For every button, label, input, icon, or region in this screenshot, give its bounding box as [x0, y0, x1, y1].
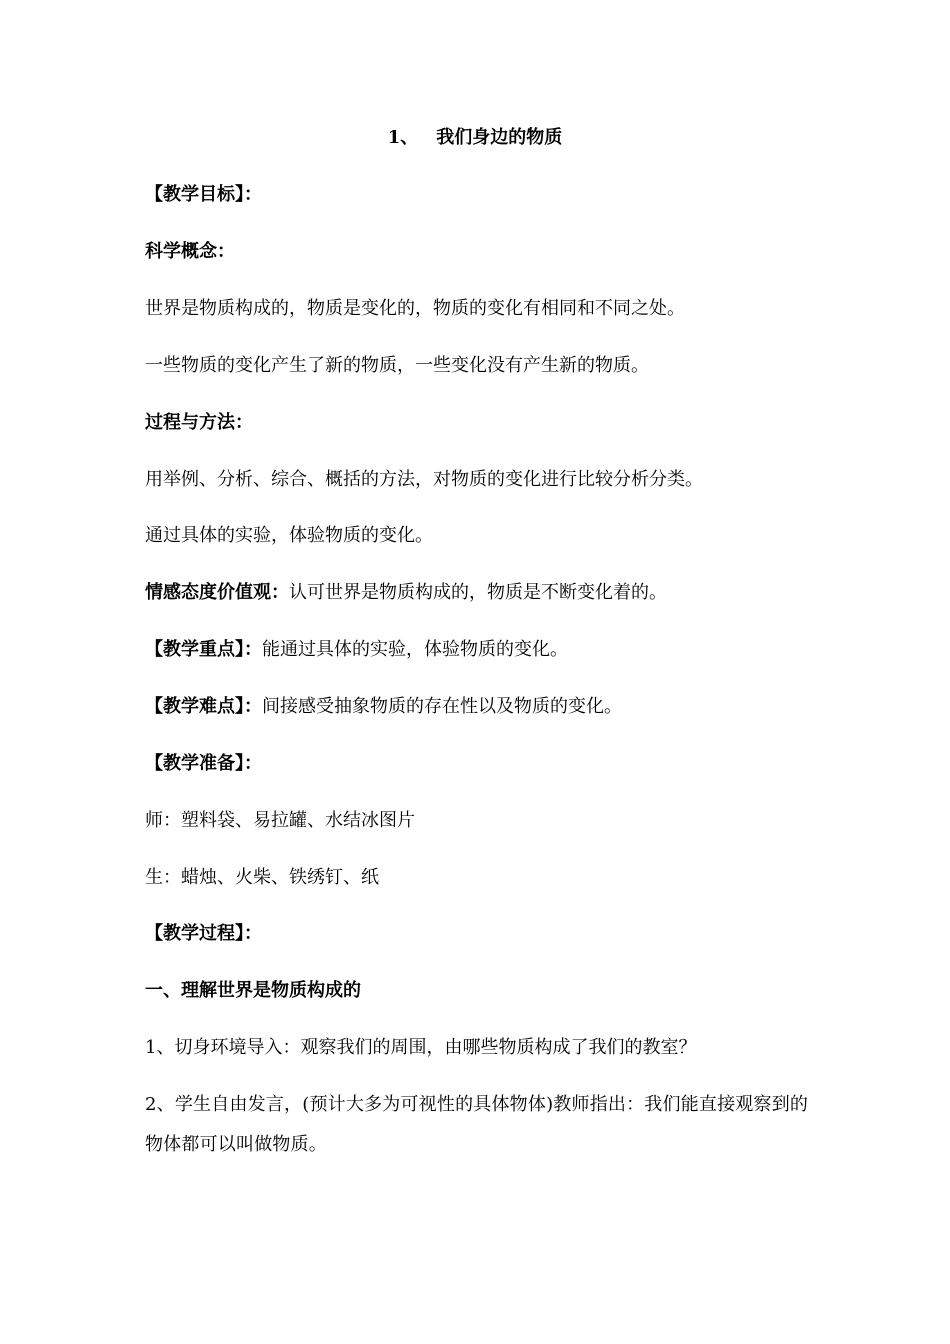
- process-method-line-2: 通过具体的实验，体验物质的变化。: [145, 525, 433, 546]
- objectives-heading: 【教学目标】：: [145, 184, 262, 205]
- preparation-student: 生：蜡烛、火柴、铁绣钉、纸: [145, 867, 379, 888]
- difficulty-text: 间接感受抽象物质的存在性以及物质的变化。: [262, 696, 622, 717]
- process-heading: 【教学过程】：: [145, 923, 262, 944]
- key-point-text: 能通过具体的实验，体验物质的变化。: [262, 639, 568, 660]
- process-methods-heading: 过程与方法：: [145, 412, 253, 433]
- attitude-label: 情感态度价值观：: [145, 582, 289, 603]
- key-point-paragraph: [145, 637, 815, 663]
- section-one-step-1: 1、切身环境导入：观察我们的周围，由哪些物质构成了我们的教室？: [145, 1037, 697, 1058]
- science-concept-line-1: 世界是物质构成的，物质是变化的，物质的变化有相同和不同之处。: [145, 298, 685, 319]
- attitude-paragraph: [145, 580, 815, 606]
- process-method-line-1: 用举例、分析、综合、概括的方法，对物质的变化进行比较分析分类。: [145, 469, 703, 490]
- title-text: 我们身边的物质: [436, 127, 563, 148]
- section-one-step-2: 2、学生自由发言，(预计大多为可视性的具体物体)教师指出：我们能直接观察到的物体都可以叫做物质。: [145, 1094, 809, 1155]
- science-concepts-heading: 科学概念：: [145, 241, 235, 262]
- preparation-heading: 【教学准备】：: [145, 753, 262, 774]
- title-number: 1、: [387, 127, 419, 148]
- document-title: [0, 125, 950, 151]
- difficulty-paragraph: [145, 694, 815, 720]
- science-concept-line-2: 一些物质的变化产生了新的物质，一些变化没有产生新的物质。: [145, 355, 649, 376]
- preparation-teacher: 师：塑料袋、易拉罐、水结冰图片: [145, 810, 415, 831]
- key-point-label: 【教学重点】：: [145, 639, 262, 660]
- attitude-text: 认可世界是物质构成的，物质是不断变化着的。: [289, 582, 667, 603]
- difficulty-label: 【教学难点】：: [145, 696, 262, 717]
- section-one-heading: 一、理解世界是物质构成的: [145, 980, 361, 1001]
